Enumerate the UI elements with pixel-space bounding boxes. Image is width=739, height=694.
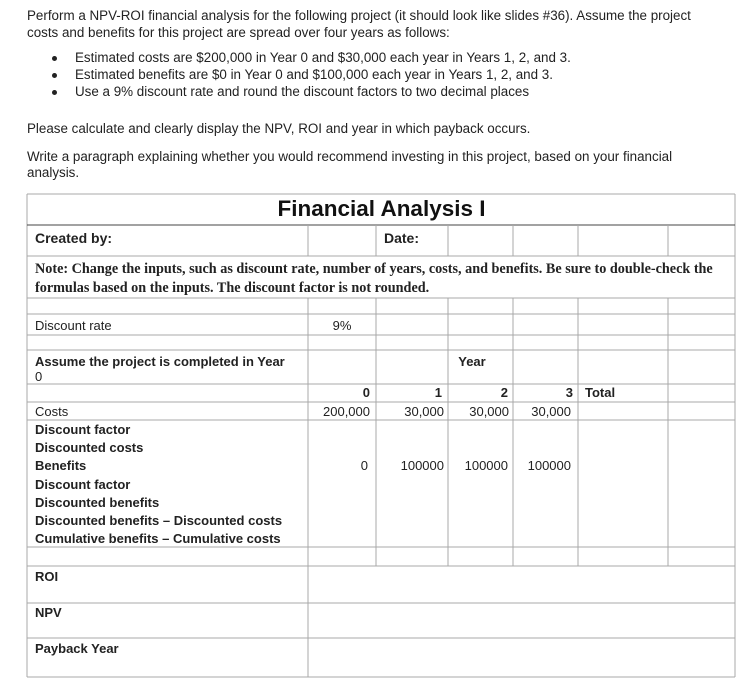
completed-year-value[interactable]: 0: [35, 369, 43, 384]
assumptions-list: [27, 49, 717, 100]
discounted-costs-label: Discounted costs: [35, 440, 144, 455]
benefits-label: Benefits: [35, 458, 87, 473]
instructions: [27, 7, 717, 100]
discount-factor-label-2: Discount factor: [35, 477, 131, 492]
year-2-header: 2: [500, 385, 508, 400]
assumption-benefits: Estimated benefits are $0 in Year 0 and $100,000 each year in Years 1, 2, and 3.: [27, 66, 717, 83]
cost-year-1[interactable]: 30,000: [404, 404, 444, 419]
total-header: Total: [585, 385, 616, 400]
year-3-header: 3: [565, 385, 573, 400]
payback-year-label: Payback Year: [35, 641, 119, 656]
costs-label: Costs: [35, 404, 69, 419]
cost-year-0[interactable]: 200,000: [323, 404, 370, 419]
benefit-year-0[interactable]: 0: [360, 458, 368, 473]
completed-year-label: Assume the project is completed in Year: [35, 354, 285, 369]
bullet-icon: [52, 73, 57, 78]
year-0-header: 0: [362, 385, 370, 400]
assumption-costs: Estimated costs are $200,000 in Year 0 and $30,000 each year in Years 1, 2, and 3.: [27, 49, 717, 66]
bullet-icon: [52, 90, 57, 95]
bullet-icon: [52, 56, 57, 61]
created-by-label: Created by:: [35, 230, 113, 246]
paragraph-instruction: Write a paragraph explaining whether you would recommend investing in this project, based on your financial analysis.: [27, 149, 673, 180]
discount-factor-label: Discount factor: [35, 422, 131, 437]
net-discounted-label: Discounted benefits – Discounted costs: [35, 513, 283, 528]
cost-year-3[interactable]: 30,000: [531, 404, 571, 419]
roi-label: ROI: [35, 569, 59, 584]
discounted-benefits-label: Discounted benefits: [35, 495, 160, 510]
benefit-year-3[interactable]: 100000: [527, 458, 571, 473]
calculate-instruction: Please calculate and clearly display the NPV, ROI and year in which payback occurs.: [27, 121, 531, 136]
year-1-header: 1: [434, 385, 442, 400]
discount-rate-value[interactable]: 9%: [332, 318, 352, 333]
sheet-note: Note: Change the inputs, such as discount rate, number of years, costs, and benefits. Be sure to double-check the formulas based on the inputs. The discount factor is not rounded.: [35, 261, 713, 296]
cumulative-label: Cumulative benefits – Cumulative costs: [35, 531, 281, 546]
sheet-title: Financial Analysis I: [277, 196, 486, 221]
discount-rate-label: Discount rate: [35, 318, 112, 333]
benefit-year-2[interactable]: 100000: [464, 458, 508, 473]
assumption-discount-rate: Use a 9% discount rate and round the discount factors to two decimal places: [27, 83, 717, 100]
npv-label: NPV: [35, 605, 62, 620]
year-header: Year: [458, 354, 486, 369]
benefit-year-1[interactable]: 100000: [400, 458, 444, 473]
cost-year-2[interactable]: 30,000: [469, 404, 509, 419]
date-label: Date:: [384, 230, 420, 246]
intro-paragraph: Perform a NPV-ROI financial analysis for the following project (it should look like slides #36). Assume the project costs and benefits for this project are spread over four years as follows:: [27, 8, 691, 40]
